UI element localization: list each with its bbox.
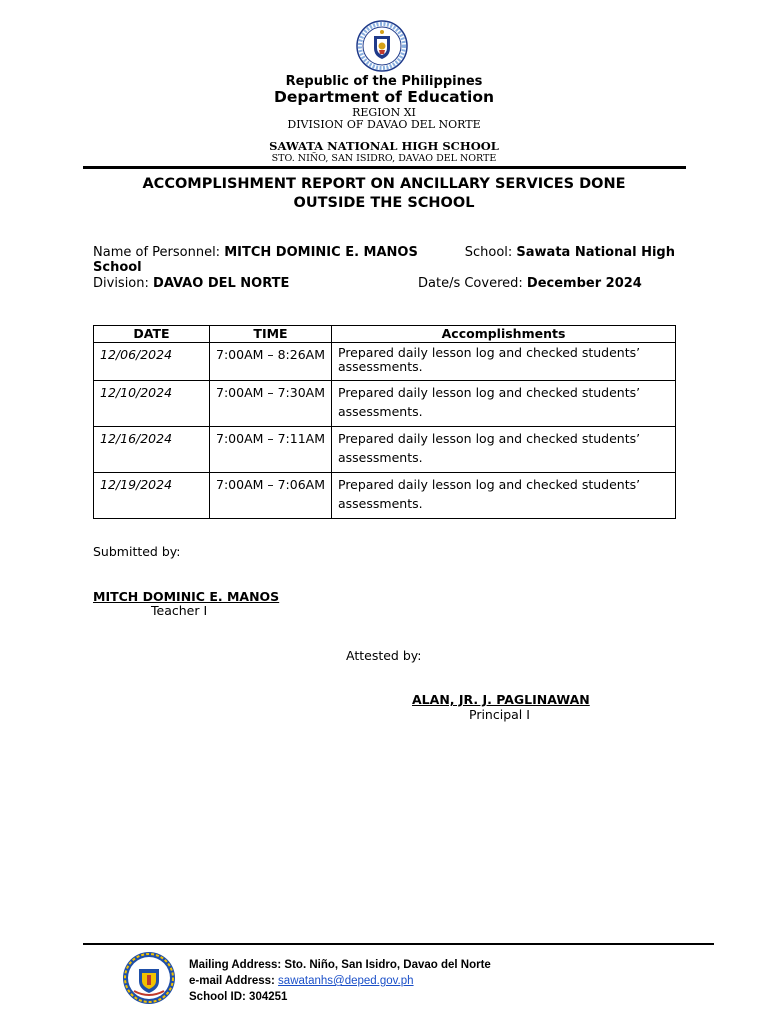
cell-accomplishment: Prepared daily lesson log and checked students’ assessments.: [332, 381, 676, 427]
school-continuation: [93, 260, 675, 275]
footer-email-label: e-mail Address:: [189, 975, 279, 987]
school-heading: SAWATA NATIONAL HIGH SCHOOL: [269, 139, 499, 153]
cell-time: 7:00AM – 8:26AM: [210, 343, 332, 381]
footer-divider: [83, 943, 714, 945]
deped-seal-icon: [356, 20, 408, 72]
table-row: [94, 381, 676, 427]
report-title-line2: OUTSIDE THE SCHOOL: [293, 195, 475, 211]
division-heading: DIVISION OF DAVAO DEL NORTE: [287, 118, 481, 131]
school-label: School:: [464, 245, 517, 260]
cell-date: 12/06/2024: [94, 343, 210, 381]
dates-label: Date/s Covered:: [418, 276, 527, 291]
school-value-continued: School: [93, 260, 142, 275]
cell-time: 7:00AM – 7:30AM: [210, 381, 332, 427]
report-title: [0, 175, 768, 213]
cell-date: 12/16/2024: [94, 427, 210, 473]
footer-school-id: School ID: 304251: [189, 991, 288, 1003]
submitted-by-name: MITCH DOMINIC E. MANOS: [93, 589, 280, 604]
cell-time: 7:00AM – 7:06AM: [210, 473, 332, 519]
cell-time: 7:00AM – 7:11AM: [210, 427, 332, 473]
dates-value: December 2024: [526, 276, 642, 291]
attested-by-position: Principal I: [469, 707, 530, 722]
cell-date: 12/19/2024: [94, 473, 210, 519]
cell-accomplishment: Prepared daily lesson log and checked students’ assessments.: [332, 473, 676, 519]
table-header-row: [94, 326, 676, 343]
submitted-by-position: Teacher I: [151, 603, 208, 618]
cell-accomplishment: Prepared daily lesson log and checked students’ assessments.: [332, 427, 676, 473]
footer-email-link[interactable]: sawatanhs@deped.gov.ph: [278, 975, 414, 987]
accomplishment-table: [93, 325, 676, 519]
division-label: Division:: [93, 276, 154, 291]
submitted-by-label: Submitted by:: [93, 544, 181, 559]
republic-heading: Republic of the Philippines: [285, 74, 483, 89]
header-date: DATE: [94, 326, 210, 343]
region-heading: REGION XI: [352, 106, 416, 119]
header-accomplishments: Accomplishments: [332, 326, 676, 343]
school-address: STO. NIÑO, SAN ISIDRO, DAVAO DEL NORTE: [271, 153, 497, 164]
header-divider: [83, 166, 686, 169]
division-row: [93, 276, 675, 291]
attested-by-name: ALAN, JR. J. PAGLINAWAN: [412, 692, 590, 707]
personnel-row: [93, 245, 675, 260]
table-row: [94, 343, 676, 381]
footer-email: [189, 973, 414, 989]
table-row: [94, 427, 676, 473]
cell-date: 12/10/2024: [94, 381, 210, 427]
header-time: TIME: [210, 326, 332, 343]
school-value: Sawata National High: [516, 245, 675, 260]
footer-mailing-address: Mailing Address: Sto. Niño, San Isidro, Davao del Norte: [189, 959, 491, 971]
attested-by-label: Attested by:: [346, 648, 422, 663]
cell-accomplishment: Prepared daily lesson log and checked students’ assessments.: [332, 343, 676, 381]
table-row: [94, 473, 676, 519]
department-heading: Department of Education: [273, 88, 495, 106]
school-logo-icon: [122, 951, 176, 1005]
division-value: DAVAO DEL NORTE: [153, 276, 290, 291]
personnel-label: Name of Personnel:: [93, 245, 225, 260]
personnel-value: MITCH DOMINIC E. MANOS: [224, 245, 418, 260]
report-title-line1: ACCOMPLISHMENT REPORT ON ANCILLARY SERVICES DONE: [142, 176, 626, 192]
